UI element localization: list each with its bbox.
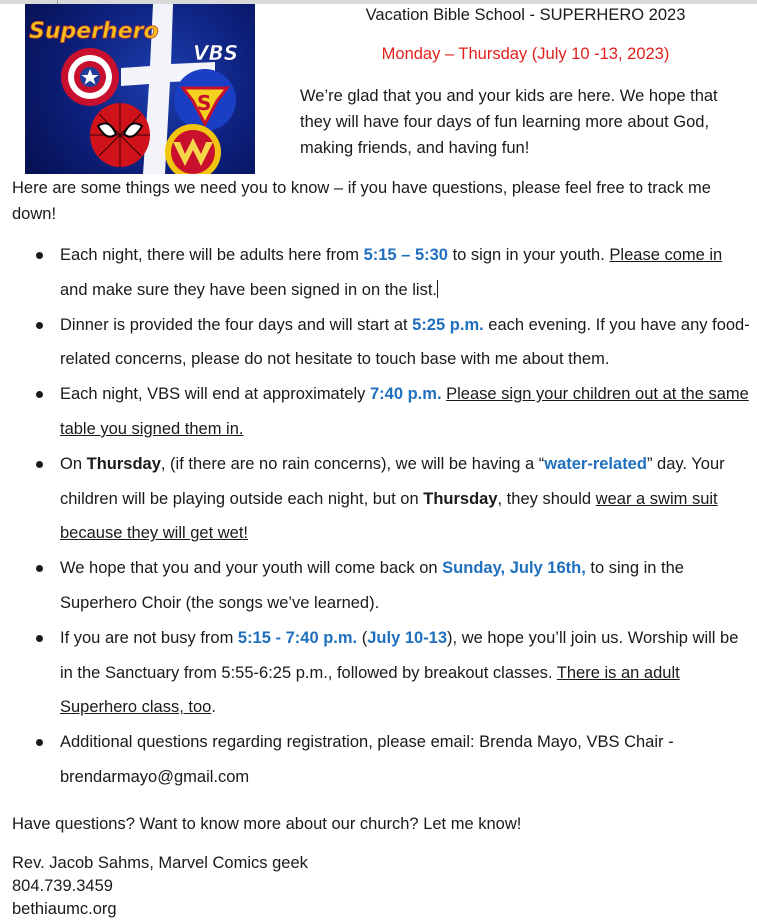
bullet-icon (36, 635, 43, 642)
vbs-logo-image (25, 4, 255, 174)
logo-word-superhero: Superhero (29, 19, 159, 44)
bullet-icon (36, 565, 43, 572)
list-item-dinner: Dinner is provided the four days and will start at 5:25 p.m. each evening. If you have any food-related concerns, please do not hesitate to touch base with me about them. (0, 308, 757, 378)
bullet-icon (36, 461, 43, 468)
signature-name: Rev. Jacob Sahms, Marvel Comics geek (12, 854, 308, 872)
logo-word-vbs: VBS (193, 41, 239, 65)
bullet-icon (36, 739, 43, 746)
list-item-adult-class: If you are not busy from 5:15 - 7:40 p.m. (July 10-13), we hope you’ll join us. Worship will be in the Sanctuary from 5:55-6:25 p.m., followed by breakout classes. There is an adult Superhero class, too. (0, 621, 757, 725)
signature-phone: 804.739.3459 (12, 877, 113, 895)
closing-line: Have questions? Want to know more about our church? Let me know! (12, 815, 522, 833)
svg-text:S: S (197, 91, 212, 115)
water-related: water-related (544, 454, 647, 473)
list-item-signin: Each night, there will be adults here from 5:15 – 5:30 to sign in your youth. Please come in and make sure they have been signed in on the list. (0, 238, 757, 308)
end-time: 7:40 p.m. (370, 385, 442, 404)
text-cursor (437, 280, 438, 298)
list-item-choir: We hope that you and your youth will come back on Sunday, July 16th, to sing in the Superhero Choir (the songs we’ve learned). (0, 551, 757, 621)
bullet-icon (36, 391, 43, 398)
bullet-icon (36, 322, 43, 329)
signature-block (12, 852, 747, 921)
signature-website: bethiaumc.org (12, 900, 117, 918)
list-item-water-day: On Thursday, (if there are no rain concerns), we will be having a “water-related” day. Your children will be playing outside each night, but on Thursday, they should wear a swim suit because they will get wet! (0, 447, 757, 551)
signin-time: 5:15 – 5:30 (363, 246, 448, 264)
bullet-icon (36, 252, 43, 259)
wonder-woman-emblem-icon (165, 124, 221, 174)
event-dates: Monday – Thursday (July 10 -13, 2023) (381, 45, 670, 63)
list-item-end-time: Each night, VBS will end at approximately 7:40 p.m. Please sign your children out at the same table you signed them in. (0, 377, 757, 447)
dinner-time: 5:25 p.m. (412, 315, 484, 334)
choir-date: Sunday, July 16th, (442, 559, 586, 578)
spiderman-mask-icon (90, 103, 150, 167)
superman-emblem-icon (174, 69, 236, 131)
instructions-paragraph: Here are some things we need you to know – if you have questions, please feel free to track me down! (12, 179, 711, 223)
info-list (0, 238, 757, 795)
intro-paragraph: We’re glad that you and your kids are here. We hope that they will have four days of fun learning more about God, making friends, and having fun! (300, 87, 718, 157)
page-title: Vacation Bible School - SUPERHERO 2023 (365, 6, 686, 24)
list-item-registration: Additional questions regarding registration, please email: Brenda Mayo, VBS Chair - brendarmayo@gmail.com (0, 725, 757, 795)
shield-icon (61, 48, 119, 106)
